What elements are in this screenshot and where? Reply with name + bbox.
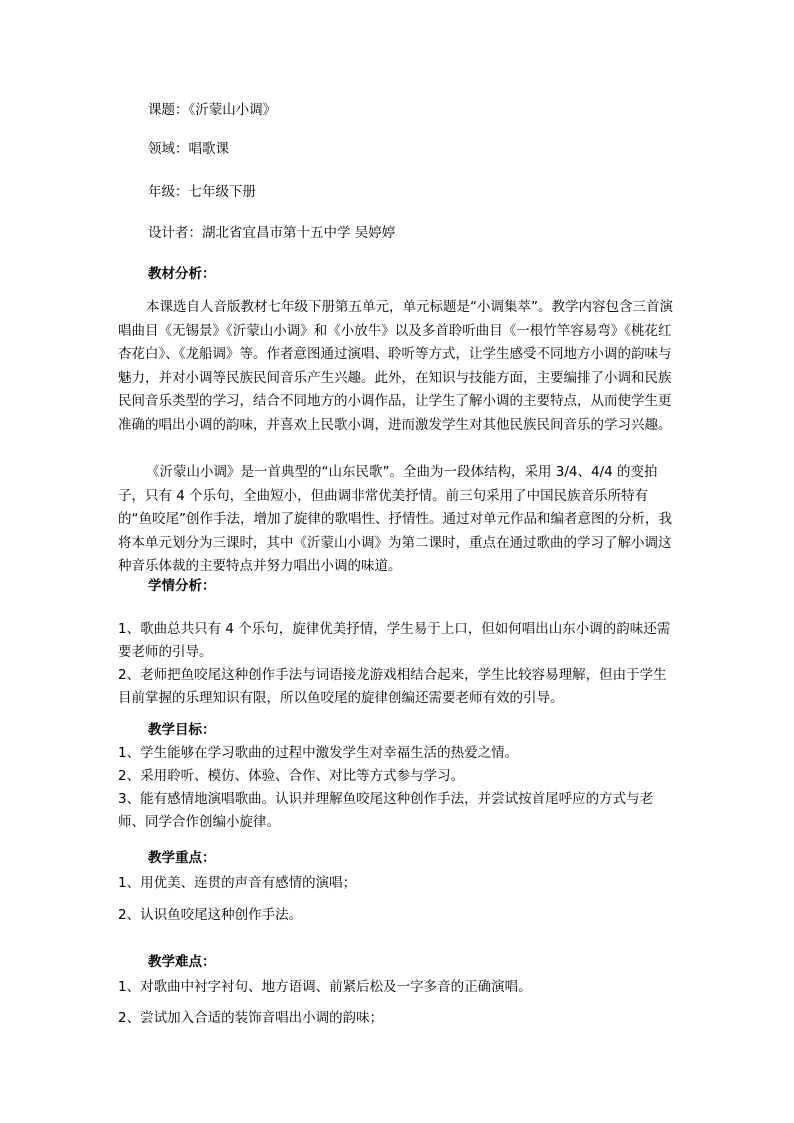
difficulties-heading: 教学难点： (148, 954, 216, 970)
designer-line: 设计者：湖北省宜昌市第十五中学 吴婷婷 (148, 225, 396, 241)
topic-line: 课题：《沂蒙山小调》 (148, 102, 277, 118)
grade-line: 年级：七年级下册 (148, 184, 256, 200)
objectives-heading: 教学目标： (148, 722, 216, 738)
student-analysis-item: 1、歌曲总共只有 4 个乐句，旋律优美抒情，学生易于上口，但如何唱出山东小调的韵味还需要老师的引导。 (118, 621, 671, 660)
student-analysis-item: 2、老师把鱼咬尾这种创作手法与词语接龙游戏相结合起来，学生比较容易理解，但由于学生目前掌握的乐理知识有限，所以鱼咬尾的旋律创编还需要老师有效的引导。 (118, 667, 667, 706)
material-analysis-heading: 教材分析： (148, 266, 216, 282)
key-point-item: 1、用优美、连贯的声音有感情的演唱； (118, 875, 357, 891)
material-analysis-paragraph: 本课选自人音版教材七年级下册第五单元，单元标题是“小调集萃”。教学内容包含三首演唱曲目《无锡景》《沂蒙山小调》和《小放牛》以及多首聆听曲目《一根竹竿容易弯》《桃花红杏花白》、《龙船调》等。作者意图通过演唱、聆听等方式，让学生感受不同地方小调的韵味与魅力，并对小调等民族民间音乐产生兴趣。此外，在知识与技能方面，主要编排了小调和民族民间音乐类型的学习，结合不同地方的小调作品，让学生了解小调的主要特点，从而使学生更准确的唱出小调的韵味，并喜欢上民歌小调，进而激发学生对其他民族民间音乐的学习兴趣。 (118, 299, 673, 433)
field-line: 领域：唱歌课 (148, 141, 229, 157)
key-points-heading: 教学重点： (148, 850, 216, 866)
difficulty-item: 1、对歌曲中衬字衬句、地方语调、前紧后松及一字多音的正确演唱。 (118, 979, 532, 995)
objective-item: 3、能有感情地演唱歌曲。认识并理解鱼咬尾这种创作手法，并尝试按首尾呼应的方式与老师、同学合作创编小旋律。 (118, 791, 654, 830)
objective-item: 2、采用聆听、模仿、体验、合作、对比等方式参与学习。 (118, 768, 465, 784)
student-analysis-heading: 学情分析： (148, 578, 216, 594)
objective-item: 1、学生能够在学习歌曲的过程中激发学生对幸福生活的热爱之情。 (118, 745, 519, 761)
material-analysis-paragraph: 《沂蒙山小调》是一首典型的“山东民歌”。全曲为一段体结构，采用 3/4、4/4 的变拍子，只有 4 个乐句，全曲短小，但曲调非常优美抒情。前三句采用了中国民族音乐所特有的“鱼咬尾”创作手法，增加了旋律的歌唱性、抒情性。通过对单元作品和编者意图的分析，我将本单元划分为三课时，其中《沂蒙山小调》为第二课时，重点在通过歌曲的学习了解小调这种音乐体裁的主要特点并努力唱出小调的味道。 (118, 464, 672, 574)
key-point-item: 2、认识鱼咬尾这种创作手法。 (118, 907, 303, 923)
difficulty-item: 2、尝试加入合适的装饰音唱出小调的韵味； (118, 1010, 384, 1026)
